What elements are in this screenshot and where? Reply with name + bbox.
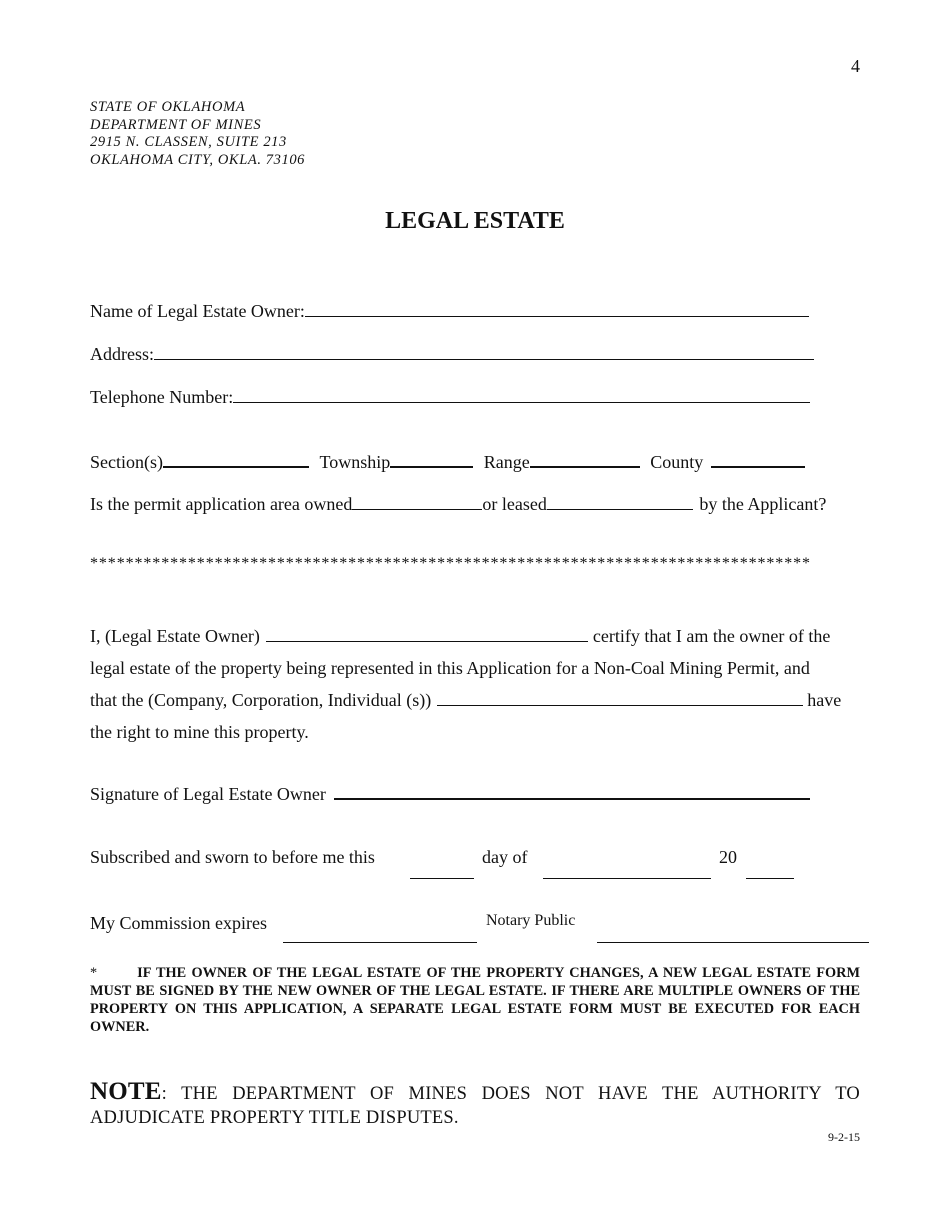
day-of-label: day of xyxy=(482,847,528,867)
page-title: LEGAL ESTATE xyxy=(385,208,565,234)
sworn-year-field[interactable] xyxy=(746,878,794,879)
owner-name-row xyxy=(90,300,809,322)
certification-part-3: that the (Company, Corporation, Individual (s)) xyxy=(90,690,432,710)
township-field[interactable] xyxy=(390,450,473,468)
notary-signature-field[interactable] xyxy=(597,942,869,943)
range-field[interactable] xyxy=(530,450,640,468)
note-label: NOTE xyxy=(90,1078,162,1105)
signature-label: Signature of Legal Estate Owner xyxy=(90,784,326,804)
commission-label: My Commission expires xyxy=(90,913,268,933)
telephone-row xyxy=(90,386,810,408)
address-field[interactable] xyxy=(154,343,814,360)
note-text: : THE DEPARTMENT OF MINES DOES NOT HAVE THE AUTHORITY TO ADJUDICATE PROPERTY TITLE DISPUTES. xyxy=(90,1084,860,1128)
address-row xyxy=(90,343,814,365)
county-label: County xyxy=(650,452,704,472)
address-label: Address: xyxy=(90,344,154,364)
signature-field[interactable] xyxy=(334,782,810,800)
telephone-label: Telephone Number: xyxy=(90,387,234,407)
revision-date: 9-2-15 xyxy=(828,1130,860,1144)
warning-text: IF THE OWNER OF THE LEGAL ESTATE OF THE PROPERTY CHANGES, A NEW LEGAL ESTATE FORM MUST BE SIGNED BY THE NEW OWNER OF THE LEGAL ESTATE. IF THERE ARE MULTIPLE OWNERS OF THE PROPERTY ON THIS APPLICATION, A SEPARATE LEGAL ESTATE FORM MUST BE EXECUTED FOR EACH OWNER. xyxy=(90,965,860,1035)
warning-asterisk: * xyxy=(90,965,98,981)
signature-row xyxy=(90,782,810,805)
leased-field[interactable] xyxy=(547,493,693,510)
certifying-owner-field[interactable] xyxy=(266,625,588,642)
range-label: Range xyxy=(483,452,530,472)
township-label: Township xyxy=(319,452,391,472)
location-row xyxy=(90,450,805,473)
certification-line-4: the right to mine this property. xyxy=(90,722,309,742)
agency-department: DEPARTMENT OF MINES xyxy=(90,116,262,133)
ownership-question-or: or leased xyxy=(482,494,547,514)
agency-state: STATE OF OKLAHOMA xyxy=(90,99,246,115)
certification-paragraph xyxy=(90,620,860,748)
sworn-day-field[interactable] xyxy=(410,878,474,879)
year-prefix: 20 xyxy=(719,847,737,867)
ownership-question-start: Is the permit application area owned xyxy=(90,494,353,514)
notary-label: Notary Public xyxy=(486,912,576,929)
owner-name-label: Name of Legal Estate Owner: xyxy=(90,301,305,321)
telephone-field[interactable] xyxy=(233,386,810,403)
sworn-month-field[interactable] xyxy=(543,878,711,879)
county-field[interactable] xyxy=(711,450,805,468)
owned-field[interactable] xyxy=(352,493,482,510)
company-field[interactable] xyxy=(437,689,803,706)
certification-line-2: legal estate of the property being represented in this Application for a Non-Coal Mining Permit, and xyxy=(90,658,810,678)
agency-city: OKLAHOMA CITY, OKLA. 73106 xyxy=(90,151,306,168)
certification-part-1: I, (Legal Estate Owner) xyxy=(90,626,260,646)
certification-line-3 xyxy=(90,684,860,716)
certification-line-1 xyxy=(90,620,860,652)
commission-expires-field[interactable] xyxy=(283,942,477,943)
sections-label: Section(s) xyxy=(90,452,163,472)
sworn-label: Subscribed and sworn to before me this xyxy=(90,847,375,867)
certification-part-2: certify that I am the owner of the xyxy=(592,626,831,646)
agency-street: 2915 N. CLASSEN, SUITE 213 xyxy=(90,134,287,150)
page-number: 4 xyxy=(851,56,860,76)
certification-part-4: have xyxy=(807,690,842,710)
ownership-question-row xyxy=(90,493,826,515)
owner-name-field[interactable] xyxy=(305,300,809,317)
agency-address-block xyxy=(90,99,305,169)
ownership-change-warning xyxy=(90,964,860,1036)
note-block xyxy=(90,1080,860,1130)
separator-asterisks: ********************************************************************************* xyxy=(90,555,811,572)
sections-field[interactable] xyxy=(163,450,309,468)
ownership-question-end: by the Applicant? xyxy=(699,494,827,514)
